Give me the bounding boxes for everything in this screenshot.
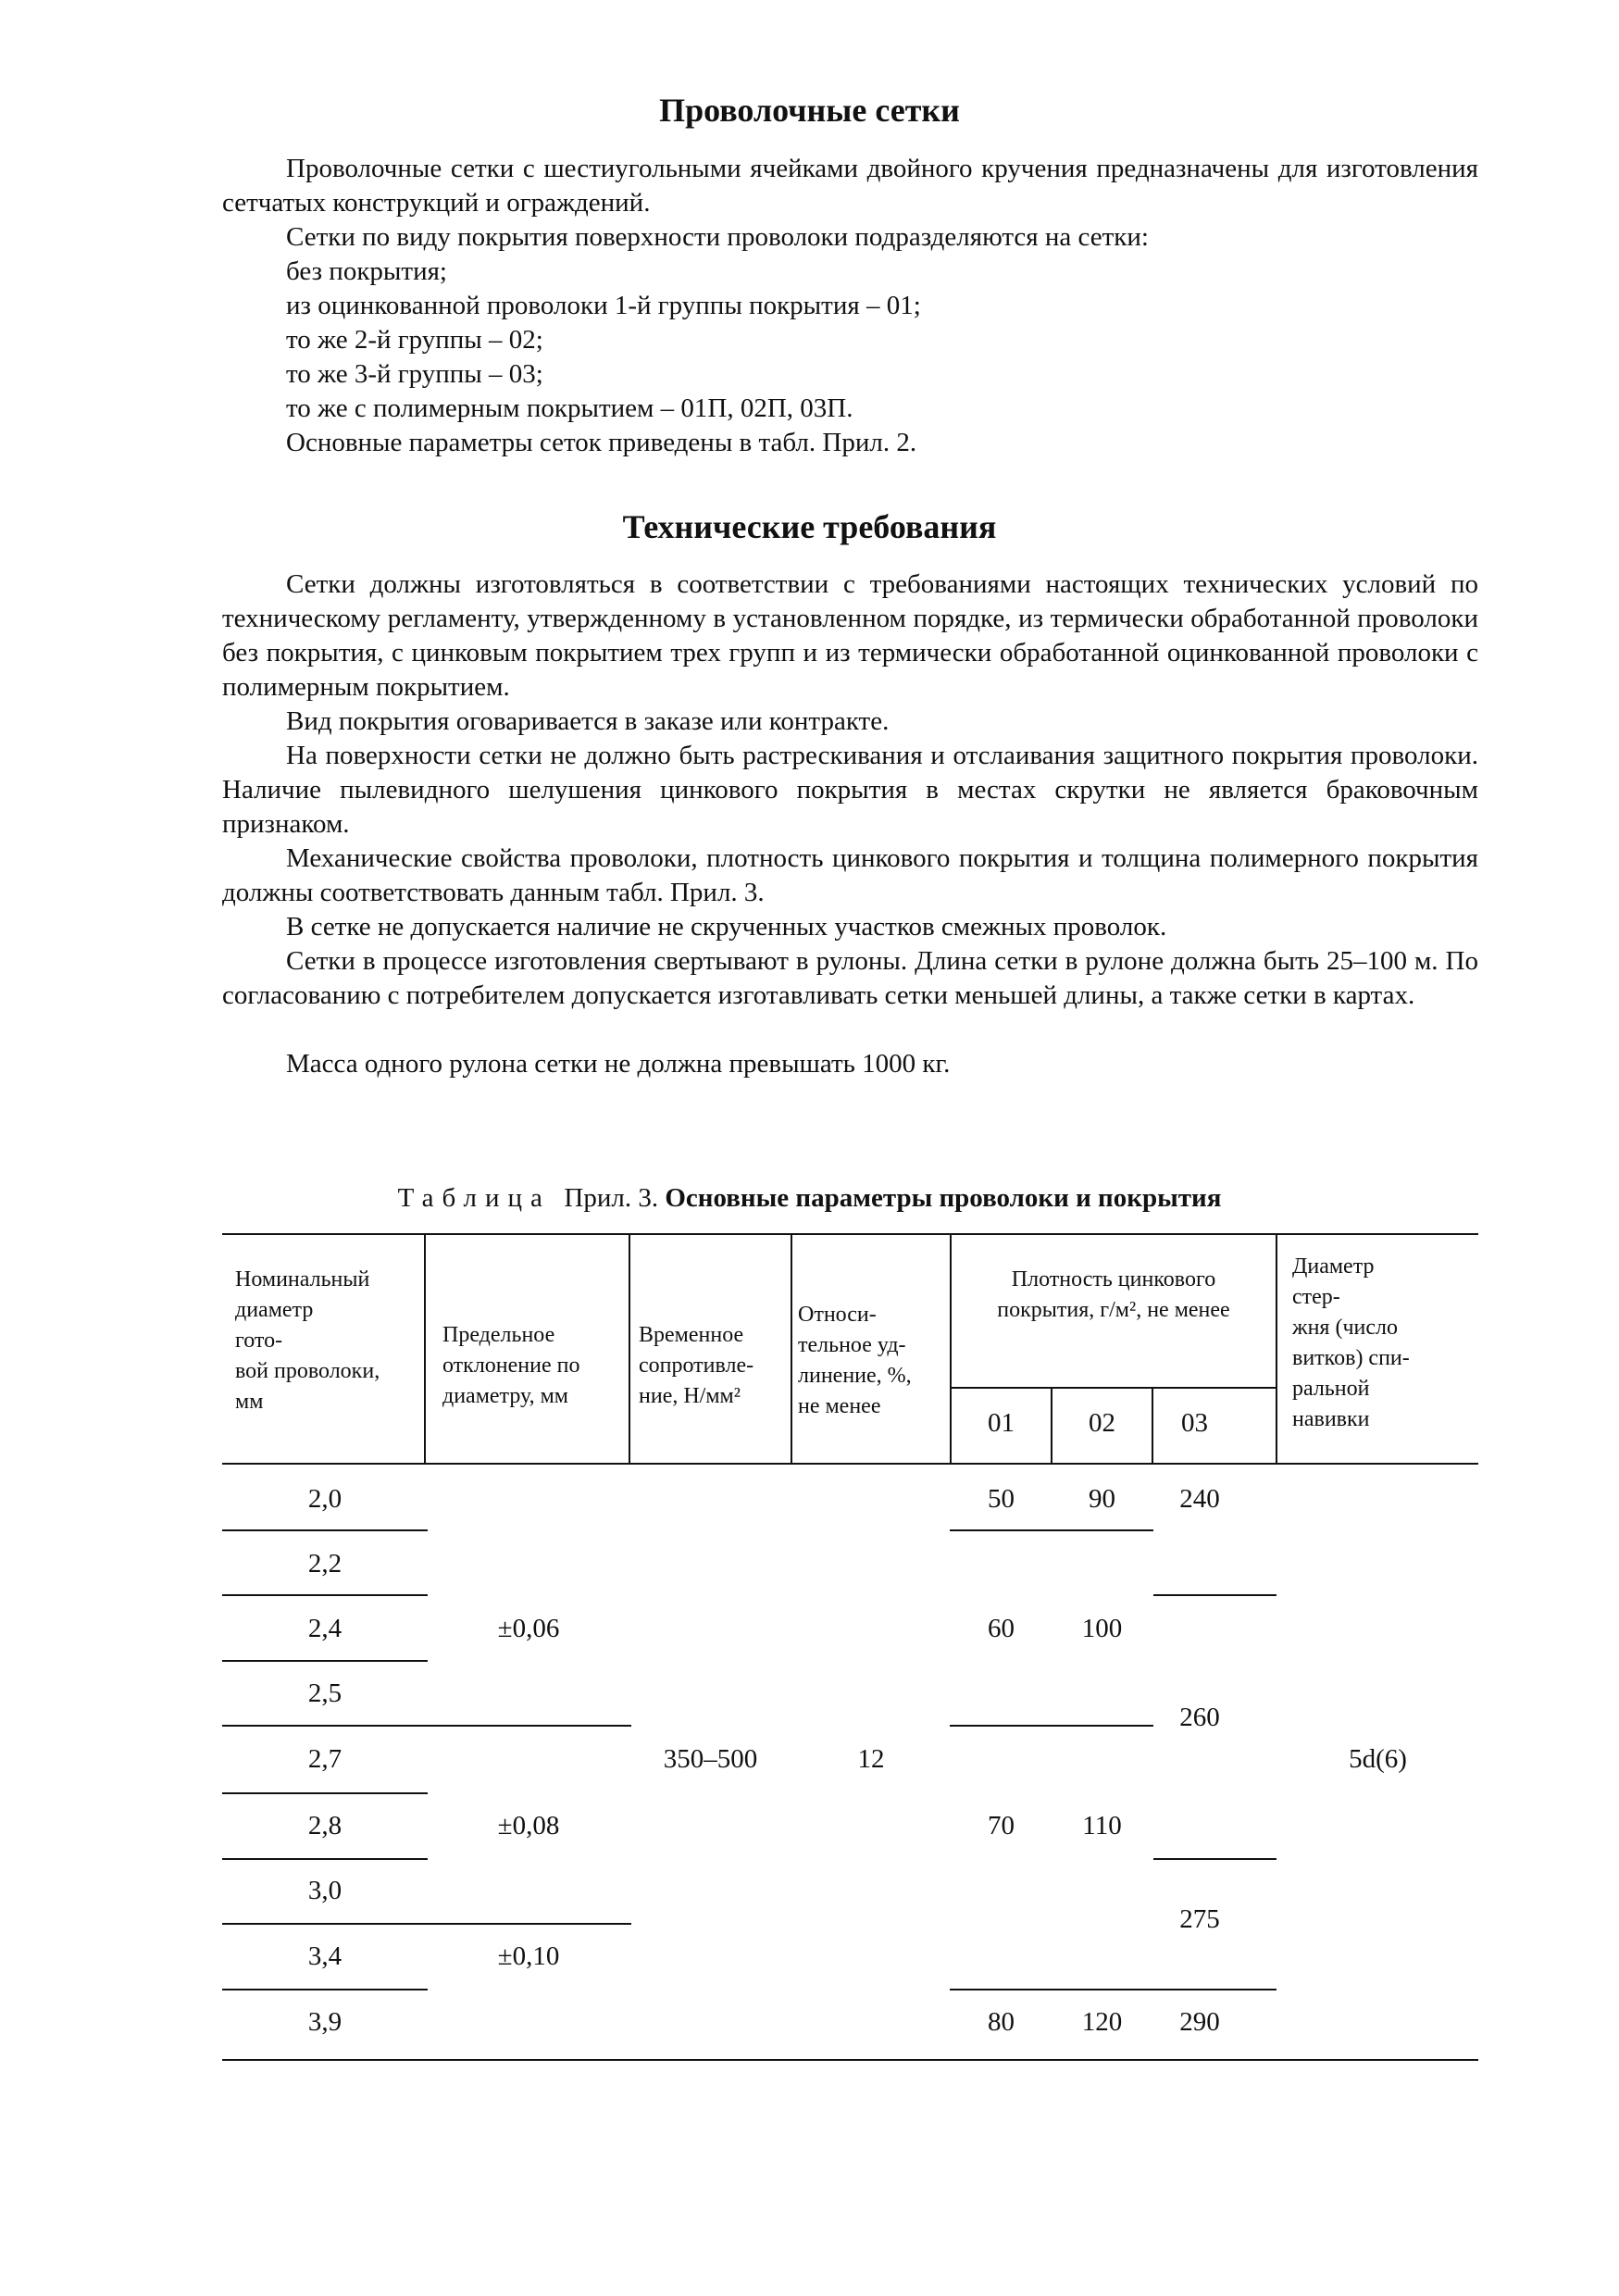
cell-diameter: 2,5 bbox=[307, 1678, 342, 1708]
paragraph: Масса одного рулона сетки не должна превышать 1000 кг. bbox=[286, 1049, 951, 1079]
paragraph: В сетке не допускается наличие не скрученных участков смежных проволок. bbox=[286, 912, 1167, 942]
cell-zinc-01: 70 bbox=[988, 1811, 1015, 1841]
header-divider bbox=[1152, 1388, 1153, 1463]
header-divider bbox=[791, 1234, 792, 1463]
row-rule bbox=[222, 1989, 428, 1990]
cell-tensile-strength: 350–500 bbox=[663, 1744, 758, 1774]
header-core-diameter: Диаметр стер- жня (число витков) спи- ральной навивки bbox=[1292, 1254, 1410, 1431]
text-line: Сетки по виду покрытия поверхности проволоки подразделяются на сетки: bbox=[286, 222, 1149, 252]
section-title-wire-mesh: Проволочные сетки bbox=[659, 92, 960, 129]
text-line: из оцинкованной проволоки 1-й группы покрытия – 01; bbox=[286, 291, 921, 320]
table-top-rule bbox=[222, 1233, 1478, 1235]
text-line: то же 2-й группы – 02; bbox=[286, 325, 543, 355]
group-rule bbox=[950, 1725, 1153, 1727]
cell-zinc-02: 100 bbox=[1081, 1614, 1123, 1643]
cell-zinc-01: 50 bbox=[988, 1484, 1015, 1514]
cell-zinc-03: 290 bbox=[1179, 2007, 1220, 2037]
header-elongation: Относи- тельное уд- линение, %, не менее bbox=[798, 1303, 912, 1418]
section-title-technical-requirements: Технические требования bbox=[622, 508, 997, 545]
cell-diameter: 2,2 bbox=[307, 1549, 342, 1578]
row-rule bbox=[222, 1923, 631, 1925]
row-rule bbox=[222, 1529, 428, 1531]
group-rule bbox=[1153, 1858, 1277, 1860]
table-caption-word: Таблица bbox=[397, 1183, 551, 1213]
cell-zinc-03: 260 bbox=[1179, 1703, 1220, 1732]
header-divider bbox=[629, 1234, 630, 1463]
group-rule bbox=[950, 1529, 1153, 1531]
text-line: то же 3-й группы – 03; bbox=[286, 359, 543, 389]
density-subheader-rule bbox=[950, 1387, 1277, 1389]
header-divider bbox=[1276, 1234, 1277, 1463]
cell-zinc-02: 90 bbox=[1089, 1484, 1115, 1514]
row-rule bbox=[222, 1725, 631, 1727]
header-deviation: Предельное отклонение по диаметру, мм bbox=[442, 1323, 580, 1408]
group-rule bbox=[950, 1989, 1277, 1990]
row-rule bbox=[222, 1594, 428, 1596]
cell-diameter: 2,8 bbox=[307, 1811, 342, 1841]
cell-elongation: 12 bbox=[857, 1744, 885, 1774]
cell-diameter: 2,7 bbox=[307, 1744, 342, 1774]
cell-deviation: ±0,08 bbox=[497, 1811, 560, 1841]
cell-zinc-03: 275 bbox=[1179, 1904, 1220, 1934]
row-rule bbox=[222, 1858, 428, 1860]
paragraph: На поверхности сетки не должно быть растрескивания и отслаивания защитного покрытия проволоки. Наличие пылевидного шелушения цинкового покрытия в местах скрутки не является браковочным признаком. bbox=[222, 741, 1478, 839]
cell-diameter: 3,4 bbox=[307, 1941, 342, 1971]
text-line: Основные параметры сеток приведены в табл. Прил. 2. bbox=[286, 428, 917, 457]
table-caption bbox=[0, 1183, 1619, 1214]
header-divider bbox=[424, 1234, 426, 1463]
cell-zinc-01: 60 bbox=[988, 1614, 1015, 1643]
paragraph: Сетки в процессе изготовления свертывают в рулоны. Длина сетки в рулоне должна быть 25–100 м. По согласованию с потребителем допускается изготавливать сетки меньшей длины, а также сетки в картах. bbox=[222, 946, 1478, 1010]
paragraph: Вид покрытия оговаривается в заказе или контракте. bbox=[286, 706, 890, 736]
table-caption-ref: Прил. 3. bbox=[564, 1183, 659, 1213]
cell-zinc-02: 110 bbox=[1082, 1811, 1122, 1841]
table-header-rule bbox=[222, 1463, 1478, 1465]
text-line: без покрытия; bbox=[286, 256, 447, 286]
cell-diameter: 3,0 bbox=[307, 1876, 342, 1905]
header-tensile-strength: Временное сопротивле- ние, Н/мм² bbox=[639, 1323, 754, 1408]
cell-diameter: 2,4 bbox=[307, 1614, 342, 1643]
header-group-03: 03 bbox=[1181, 1408, 1208, 1438]
row-rule bbox=[222, 1792, 428, 1794]
header-zinc-density: Плотность цинкового покрытия, г/м², не менее bbox=[997, 1267, 1230, 1322]
cell-core-diameter: 5d(6) bbox=[1349, 1744, 1407, 1774]
header-nominal-diameter: Номинальный диаметр гото- вой проволоки, мм bbox=[235, 1267, 380, 1414]
cell-deviation: ±0,10 bbox=[497, 1941, 560, 1971]
cell-diameter: 3,9 bbox=[307, 2007, 342, 2037]
paragraph-intro: Проволочные сетки с шестиугольными ячейками двойного кручения предназначены для изготовления сетчатых конструкций и ограждений. bbox=[222, 154, 1478, 218]
table-bottom-rule bbox=[222, 2059, 1478, 2061]
cell-zinc-02: 120 bbox=[1081, 2007, 1123, 2037]
cell-zinc-03: 240 bbox=[1179, 1484, 1220, 1514]
row-rule bbox=[222, 1660, 428, 1662]
table-caption-title: Основные параметры проволоки и покрытия bbox=[665, 1183, 1222, 1213]
cell-zinc-01: 80 bbox=[988, 2007, 1015, 2037]
header-group-01: 01 bbox=[988, 1408, 1015, 1438]
paragraph: Механические свойства проволоки, плотность цинкового покрытия и толщина полимерного покрытия должны соответствовать данным табл. Прил. 3. bbox=[222, 843, 1478, 907]
group-rule bbox=[1153, 1594, 1277, 1596]
cell-deviation: ±0,06 bbox=[497, 1614, 560, 1643]
paragraph: Сетки должны изготовляться в соответствии с требованиями настоящих технических условий по техническому регламенту, утвержденному в установленном порядке, из термически обработанной проволоки без покрытия, с цинковым покрытием трех групп и из термически обработанной оцинкованной проволоки с полимерным покрытием. bbox=[222, 569, 1478, 702]
header-group-02: 02 bbox=[1089, 1408, 1115, 1438]
cell-diameter: 2,0 bbox=[307, 1484, 342, 1514]
text-line: то же с полимерным покрытием – 01П, 02П, 03П. bbox=[286, 393, 853, 423]
